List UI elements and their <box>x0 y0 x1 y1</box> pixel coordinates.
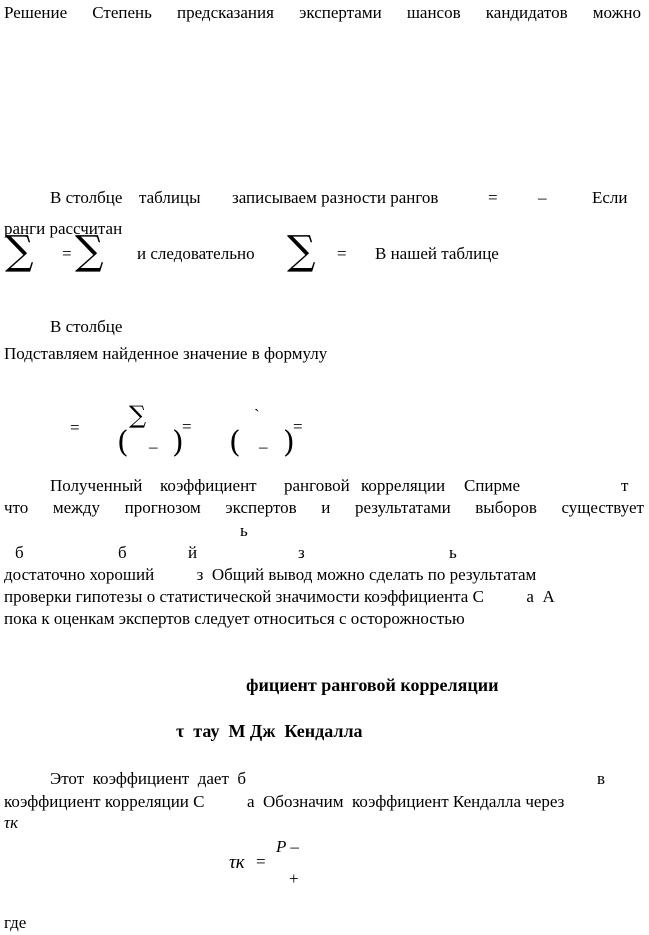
formula-numerator: P – <box>276 837 299 856</box>
text-minus: – <box>538 188 547 207</box>
text-where: где <box>4 913 27 932</box>
formula-eq: = <box>70 418 80 437</box>
word: результатами <box>354 498 451 517</box>
sum-symbol: ∑ <box>287 228 316 274</box>
word: выборов <box>475 498 537 517</box>
word: шансов <box>406 3 461 22</box>
formula-paren-open: ( <box>117 425 129 460</box>
text-fragment: б <box>15 543 24 562</box>
formula-denominator: + <box>289 869 299 888</box>
text-substitute: Подставляем найденное значение в формулу <box>4 344 328 363</box>
formula-tau-k: τк <box>229 852 245 873</box>
word: коэффициент <box>160 476 257 495</box>
word: предсказания <box>177 3 274 22</box>
word: что <box>4 498 29 517</box>
text-fragment: б <box>118 543 127 562</box>
text-in-column: В столбце <box>50 317 123 336</box>
formula-minus: – <box>259 437 268 456</box>
word: Спирме <box>464 476 521 495</box>
formula-paren-open: ( <box>229 425 241 460</box>
text-eq: = <box>62 244 72 263</box>
text-in-our-table: В нашей таблице <box>375 244 499 263</box>
formula-paren-close: ) <box>172 425 184 460</box>
formula-tick: ` <box>254 406 260 425</box>
word: т <box>621 476 629 495</box>
tau-k-symbol: τк <box>4 813 19 832</box>
text-line: проверки гипотезы о статистической значимости коэффициента С а А <box>4 587 555 606</box>
text-line: пока к оценкам экспертов следует относиться с осторожностью <box>4 609 465 628</box>
text-fragment: ь <box>449 543 457 562</box>
text-table-word: таблицы <box>139 188 201 207</box>
text-fragment: в <box>597 769 606 788</box>
formula-minus: – <box>149 437 158 456</box>
word: Полученный <box>50 476 143 495</box>
word: существует <box>561 498 644 517</box>
text-line: коэффициент корреляции С а Обозначим коэффициент Кендалла через <box>4 792 565 811</box>
sum-symbol: ∑ <box>129 401 147 429</box>
text-line: достаточно хороший з Общий вывод можно сделать по результатам <box>4 565 537 584</box>
text-ranks-calc: ранги рассчитан <box>4 219 123 238</box>
text-line-1 <box>4 4 641 21</box>
word: между <box>52 498 101 517</box>
text-eq: = <box>337 244 347 263</box>
word: экспертов <box>225 498 297 517</box>
sum-symbol: ∑ <box>75 228 104 274</box>
word: кандидатов <box>485 3 568 22</box>
word: Степень <box>92 3 152 22</box>
word: экспертами <box>299 3 382 22</box>
word: прогнозом <box>124 498 201 517</box>
word: корреляции <box>361 476 446 495</box>
text-fragment: ь <box>240 521 248 540</box>
formula-eq: = <box>293 417 303 436</box>
text-fragment: й <box>188 543 198 562</box>
text-fragment: з <box>298 543 305 562</box>
word: можно <box>592 3 641 22</box>
sum-symbol: ∑ <box>5 228 34 274</box>
text-if: Если <box>592 188 628 207</box>
section-subheading: τ тау М Дж Кендалла <box>176 721 363 741</box>
word: ранговой <box>284 476 350 495</box>
text-col-label: В столбце <box>50 188 123 207</box>
word: Решение <box>4 3 68 22</box>
formula-eq: = <box>256 852 266 871</box>
text-line <box>4 499 644 516</box>
text-rank-diff: записываем разности рангов <box>232 188 439 207</box>
text-eq: = <box>488 188 498 207</box>
text-consequently: и следовательно <box>137 244 255 263</box>
section-heading: фициент ранговой корреляции <box>246 675 499 695</box>
word: и <box>321 498 331 517</box>
formula-eq: = <box>182 417 192 436</box>
formula-paren-close: ) <box>283 425 295 460</box>
text-line: Этот коэффициент дает б <box>50 769 247 788</box>
